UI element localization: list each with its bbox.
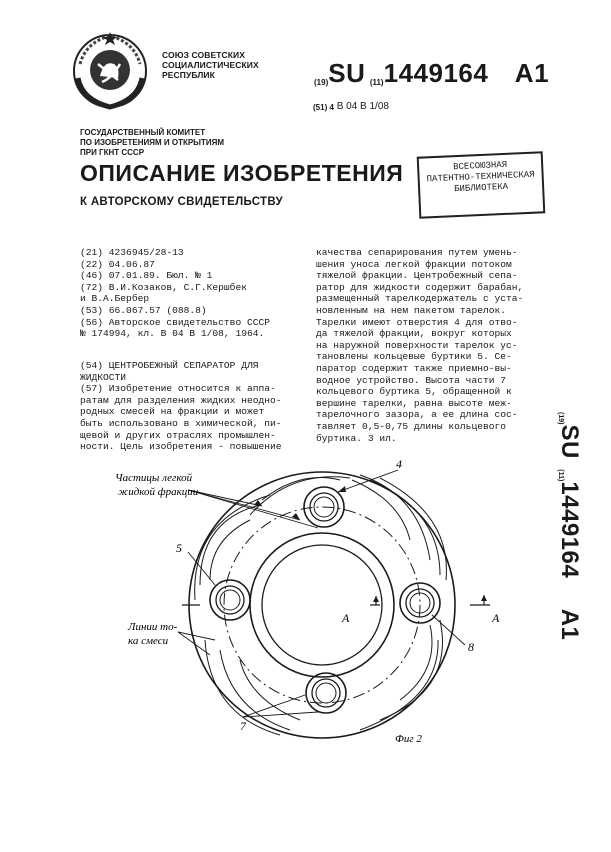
committee-line: ПО ИЗОБРЕТЕНИЯМ И ОТКРЫТИЯМ [80,138,225,147]
stamp-line: ПАТЕНТНО-ТЕХНИЧЕСКАЯ [426,169,535,185]
code-19: (19) [557,412,564,425]
abstract-line: шения уноса легкой фракции потоком [316,258,512,270]
country-code: SU [556,424,583,459]
abstract-line: буртика. 3 ил. [316,432,397,444]
light-fraction-label: жидкой фракции [118,486,199,498]
ref-4: 4 [396,457,402,471]
stamp-line: ВСЕСОЮЗНАЯ [452,159,508,173]
abstract-line: тарелочного зазора, а ее длина сос- [316,409,518,421]
stream-lines-label: Линии то- [128,621,178,633]
document-subtitle: К АВТОРСКОМУ СВИДЕТЕЛЬСТВУ [80,196,283,208]
country-code: SU [328,58,366,88]
abstract-line: ратор для жидкости содержит барабан, [316,281,524,293]
stamp-line: БИБЛИОТЕКА [453,181,509,195]
section-a-left: А [342,611,350,625]
code-11: (11) [557,469,564,482]
abstract-line: качества сепарирования путем умень- [316,247,518,258]
stream-lines-label: ка смеси [128,635,169,647]
hub-inner [262,545,382,665]
biblio-line: (21) 4236945/28-13 [80,247,184,258]
union-line: СОЮЗ СОВЕТСКИХ [162,50,246,60]
abstract-line: ЖИДКОСТИ [80,371,127,383]
abstract-line: родных смесей на фракции и может [80,406,265,418]
abstract-line: ратам для разделения жидких неодно- [80,394,282,406]
document-title: ОПИСАНИЕ ИЗОБРЕТЕНИЯ [80,160,404,186]
ref-8: 8 [468,640,474,654]
abstract-line: быть использовано в химической, пи- [80,417,282,429]
biblio-line: (56) Авторское свидетельство СССР [80,316,270,328]
abstract-line: Тарелки имеют отверстия 4 для отво- [316,316,518,328]
arrowheads [254,486,487,602]
kind-code: A1 [556,608,583,641]
kind-code: A1 [514,58,550,88]
abstract-line: размещенный тарелкодержатель с уста- [316,293,524,305]
ipc-value: В 04 В 1/08 [336,101,389,112]
biblio-line: (46) 07.01.89. Бюл. № 1 [80,270,213,282]
abstract-line: новленным на нем пакетом тарелок. [316,304,506,316]
abstract-line: щевой и других отраслях промышлен- [80,429,276,441]
biblio-line: (72) В.И.Козаков, С.Г.Кершбек [80,281,247,293]
biblio-line: (53) 66.067.57 (088.8) [80,304,207,316]
patent-number: 1449164 [383,58,489,88]
abstract-line: тавляет 0,5-0,75 длины кольцевого [316,420,506,432]
code-19: (19) [314,78,329,87]
abstract-line: паратор содержит также приемно-вы- [316,362,512,374]
section-line [182,595,490,605]
abstract-line: вершине тарелки, равна высоте меж- [316,397,512,409]
biblio-line: (22) 04.06.87 [80,258,155,270]
ipc-code: (51) 4 [313,103,334,112]
abstract-line: водное устройство. Высота части 7 [316,374,506,386]
abstract-line: на наружной поверхности тарелок ус- [316,339,518,351]
stream-lines [195,475,447,735]
biblio-line: № 174994, кл. В 04 В 1/08, 1964. [80,328,265,340]
biblio-line: и В.А.Бербер [80,293,150,305]
ref-7: 7 [240,719,246,733]
section-a-right: А [492,611,500,625]
hole-left [210,580,250,620]
committee-line: ГОСУДАРСТВЕННЫЙ КОМИТЕТ [80,128,206,137]
union-line: РЕСПУБЛИК [162,70,215,80]
abstract-line: ности. Цель изобретения - повышение [80,441,282,453]
committee-line: ПРИ ГКНТ СССР [80,148,145,157]
abstract-line: (54) ЦЕНТРОБЕЖНЫЙ СЕПАРАТОР ДЛЯ [80,360,259,371]
abstract-line: да тяжелой фракции, вокруг которых [316,328,512,340]
abstract-line: тяжелой фракции. Центробежный сепа- [316,270,518,282]
light-fraction-label: Частицы легкой [115,472,193,484]
union-line: СОЦИАЛИСТИЧЕСКИХ [162,60,259,70]
abstract-line: тановлены кольцевые буртики 5. Се- [316,351,512,363]
ref-5: 5 [176,541,182,555]
hole-bottom [306,673,346,713]
abstract-line: (57) Изобретение относится к аппа- [80,383,276,395]
figure-caption: Фиг 2 [395,733,422,745]
code-11: (11) [369,78,384,87]
abstract-line: кольцевого буртика 5, обращенной к [316,386,512,398]
disc-outline [189,472,455,738]
patent-number: 1449164 [556,481,583,579]
